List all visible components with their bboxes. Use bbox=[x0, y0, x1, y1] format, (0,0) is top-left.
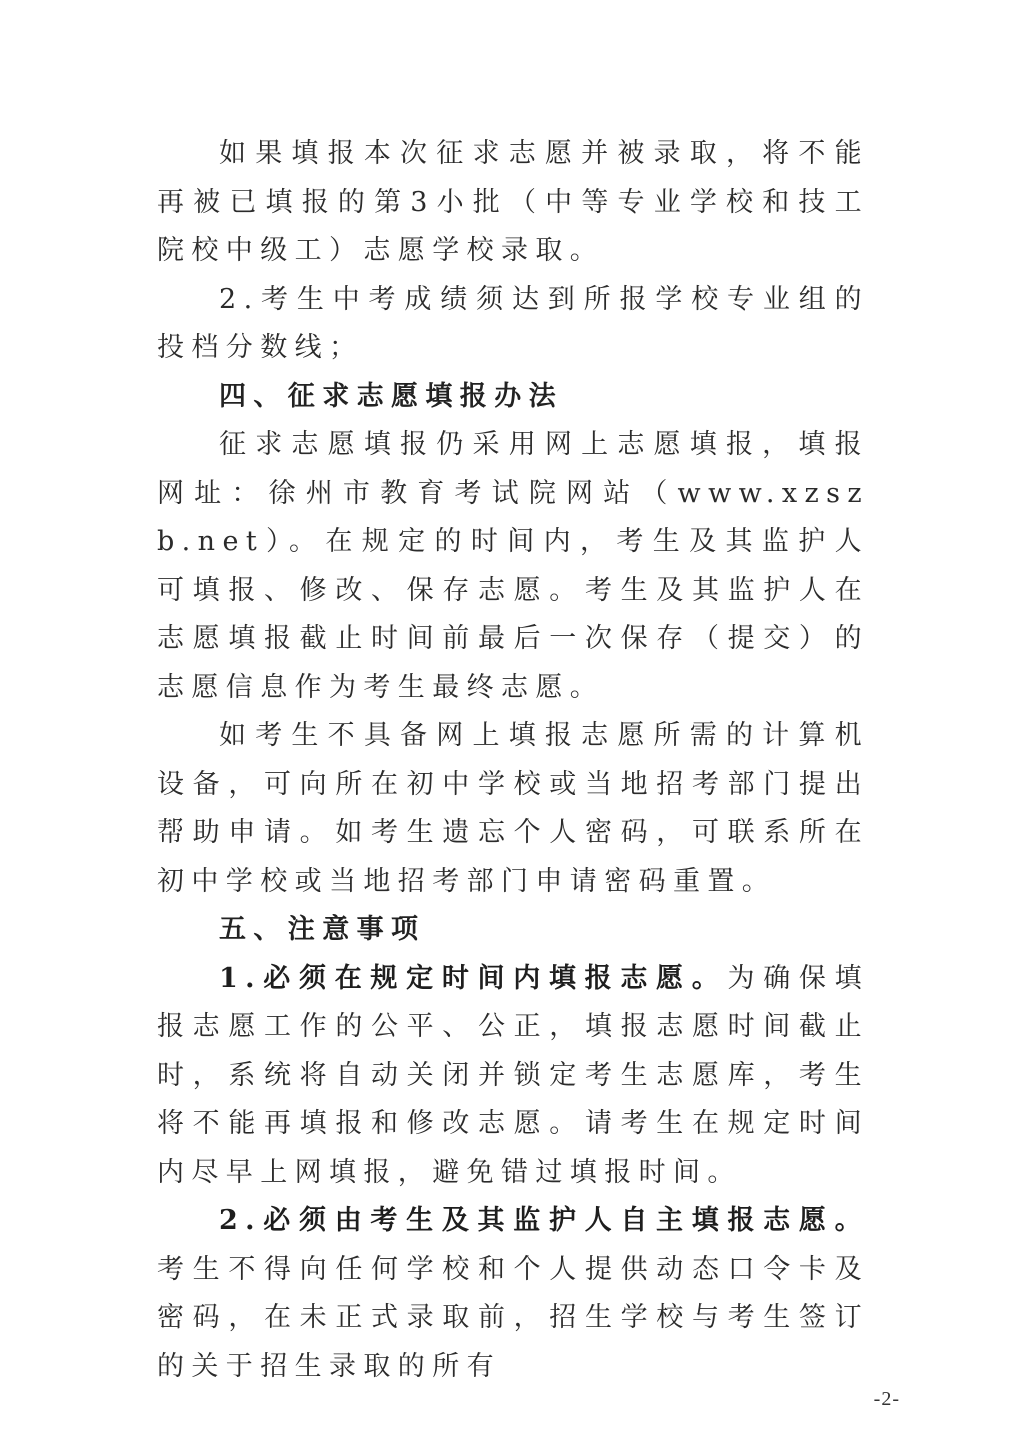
section-heading-notes: 五、注意事项 bbox=[219, 914, 426, 945]
paragraph-score-requirement: 2.考生中考成绩须达到所报学校专业组的投档分数线； bbox=[157, 283, 869, 363]
document-body bbox=[157, 130, 869, 1391]
page-number: -2- bbox=[873, 1388, 900, 1410]
paragraph-lead-deadline: 1.必须在规定时间内填报志愿。 bbox=[219, 962, 728, 994]
section-heading-filling-method: 四、征求志愿填报办法 bbox=[219, 380, 563, 412]
paragraph-lead-self-filling: 2.必须由考生及其监护人自主填报志愿。 bbox=[219, 1205, 869, 1236]
paragraph-self-filling-notice bbox=[157, 1197, 869, 1391]
paragraph-body-deadline: 为确保填报志愿工作的公平、公正，填报志愿时间截止时，系统将自动关闭并锁定考生志愿库，考生将不能再填报和修改志愿。请考生在规定时间内尽早上网填报，避免错过填报时间。 bbox=[157, 962, 870, 1188]
paragraph-enrollment-note: 如果填报本次征求志愿并被录取，将不能再被已填报的第3小批（中等专业学校和技工院校中级工）志愿学校录取。 bbox=[157, 138, 869, 266]
paragraph-deadline-notice bbox=[157, 955, 869, 1198]
paragraph-online-filling: 征求志愿填报仍采用网上志愿填报，填报网址：徐州市教育考试院网站（www.xzszb.net）。在规定的时间内，考生及其监护人可填报、修改、保存志愿。考生及其监护人在志愿填报截止时间前最后一次保存（提交）的志愿信息作为考生最终志愿。 bbox=[157, 429, 869, 703]
paragraph-help-request: 如考生不具备网上填报志愿所需的计算机设备，可向所在初中学校或当地招考部门提出帮助申请。如考生遗忘个人密码，可联系所在初中学校或当地招考部门申请密码重置。 bbox=[157, 720, 869, 897]
paragraph-body-self-filling: 考生不得向任何学校和个人提供动态口令卡及密码，在未正式录取前，招生学校与考生签订的关于招生录取的所有 bbox=[157, 1253, 869, 1382]
